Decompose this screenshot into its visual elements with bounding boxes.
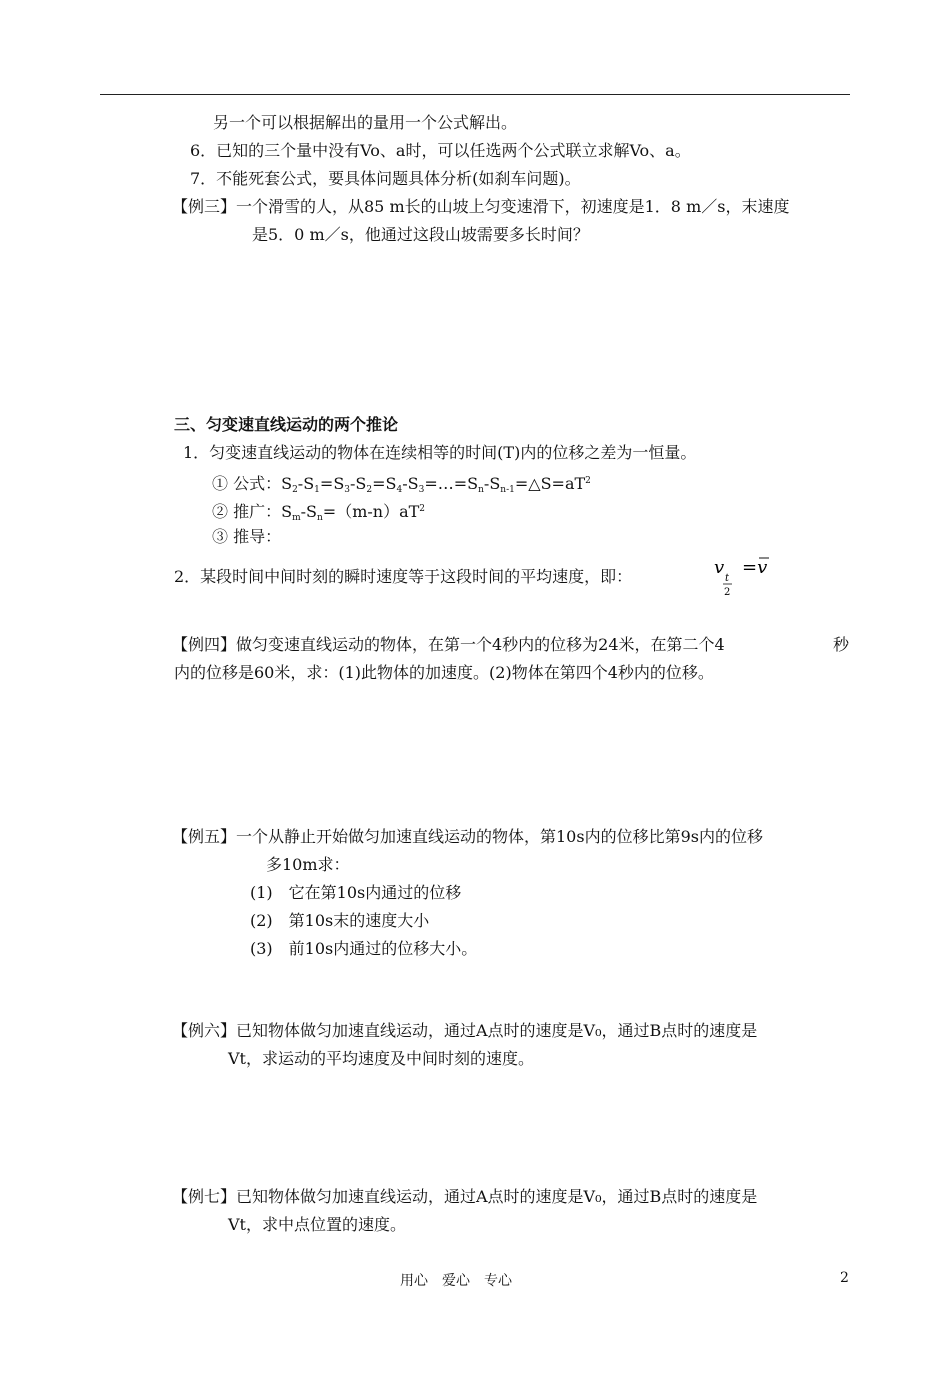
- example-3-text: 是5．0 m／s，他通过这段山坡需要多长时间？: [252, 225, 589, 244]
- text-line: 6．已知的三个量中没有Vo、a时，可以任选两个公式联立求解Vo、a。: [190, 141, 691, 160]
- text-line: 2．某段时间中间时刻的瞬时速度等于这段时间的平均速度，即：: [174, 567, 633, 586]
- eq-two: 2: [724, 587, 731, 598]
- text-line: 另一个可以根据解出的量用一个公式解出。: [213, 113, 518, 132]
- header-rule: [100, 94, 850, 95]
- text-line: 1．匀变速直线运动的物体在连续相等的时间(T)内的位移之差为一恒量。: [183, 443, 697, 462]
- formula-line-2: ② 推广：$S_m-S_n=(m-n)aT^2$: [212, 502, 426, 523]
- footer-motto: 用心 爱心 专心: [400, 1273, 512, 1289]
- example-4-text: 内的位移是60米，求：(1)此物体的加速度。(2)物体在第四个4秒内的位移。: [174, 663, 714, 682]
- example-6-heading: 【例六】已知物体做匀加速直线运动，通过A点时的速度是V₀，通过B点时的速度是: [172, 1021, 758, 1040]
- derivation-label: ③ 推导：: [212, 527, 282, 546]
- text-line: 7．不能死套公式，要具体问题具体分析(如刹车问题)。: [190, 169, 581, 188]
- midpoint-velocity-equation: [712, 556, 782, 602]
- text-line-end: 秒: [833, 635, 850, 654]
- example-5-text: 多10m求：: [266, 855, 350, 874]
- example-5-item: (1) 它在第10s内通过的位移: [250, 883, 462, 902]
- eq-rhs: =v: [742, 557, 768, 578]
- example-4-heading: 【例四】做匀变速直线运动的物体，在第一个4秒内的位移为24米，在第二个4: [172, 635, 725, 654]
- eq-t: t: [725, 573, 730, 584]
- example-5-heading: 【例五】一个从静止开始做匀加速直线运动的物体，第10s内的位移比第9s内的位移: [172, 827, 763, 846]
- section-title: 三、匀变速直线运动的两个推论: [174, 415, 399, 434]
- example-3-heading: 【例三】一个滑雪的人，从85 m长的山坡上匀变速滑下，初速度是1．8 m／s，末速度: [172, 197, 790, 216]
- example-7-heading: 【例七】已知物体做匀加速直线运动，通过A点时的速度是V₀，通过B点时的速度是: [172, 1187, 758, 1206]
- example-7-text: Vt，求中点位置的速度。: [228, 1215, 406, 1234]
- example-6-text: Vt，求运动的平均速度及中间时刻的速度。: [228, 1049, 534, 1068]
- example-5-item: (3) 前10s内通过的位移大小。: [250, 939, 478, 958]
- eq-v: v: [714, 557, 725, 578]
- example-5-item: (2) 第10s末的速度大小: [250, 911, 430, 930]
- page-number: 2: [840, 1270, 849, 1286]
- formula-line-1: ① 公式：$S_2-S_1=S_3-S_2=S_4-S_3=\dots=S_n-S_{n-1}=\triangle S=aT^2$: [212, 474, 591, 495]
